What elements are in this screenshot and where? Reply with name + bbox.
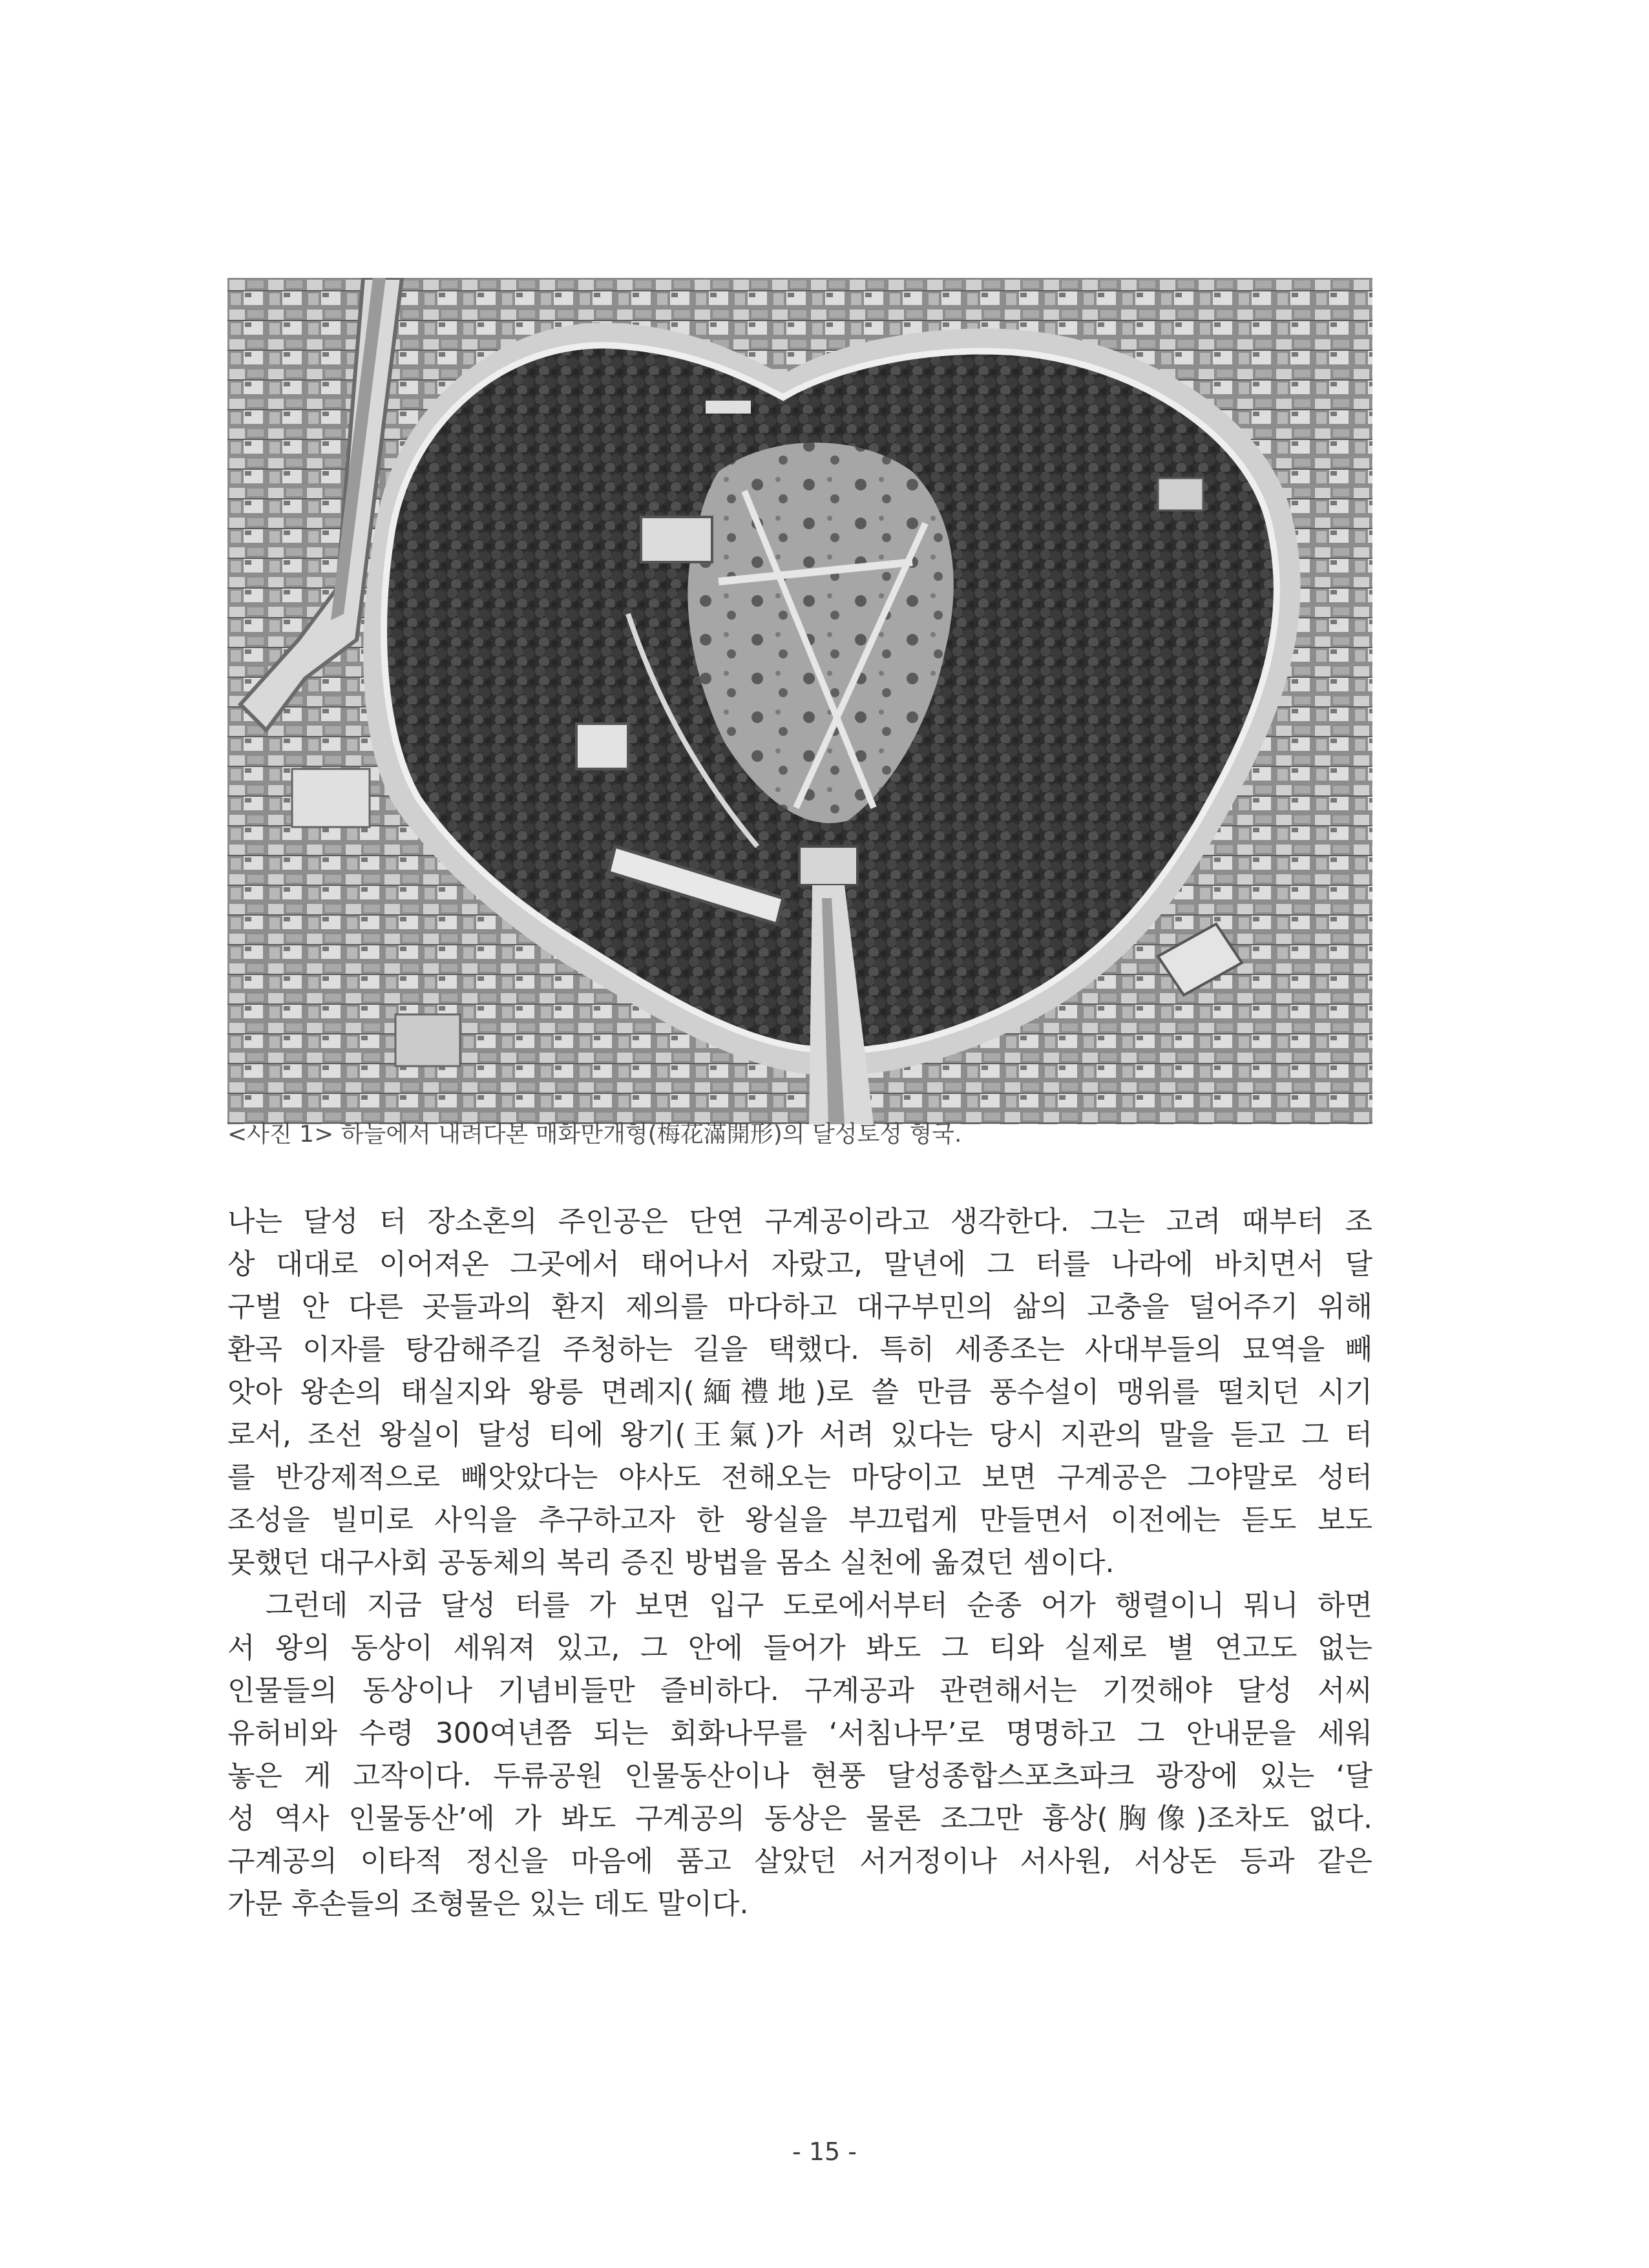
aerial-photo-dalseong-fortress — [227, 278, 1372, 1124]
text-line: 못했던 대구사회 공동체의 복리 증진 방법을 몸소 실천에 옮겼던 셈이다. — [227, 1546, 1115, 1579]
text-line: 로서, 조선 왕실이 달성 티에 왕기(王氣)가 서려 있다는 당시 지관의 말을 듣고 그 터 — [227, 1418, 1372, 1451]
page-number: - 15 - — [792, 2137, 857, 2166]
text-line: 서 왕의 동상이 세워져 있고, 그 안에 들어가 봐도 그 티와 실제로 별 연고도 없는 — [227, 1632, 1372, 1664]
text-line: 인물들의 동상이나 기념비들만 즐비하다. 구계공과 관련해서는 기껏해야 달성 서씨 — [227, 1674, 1372, 1707]
text-line: 그런데 지금 달성 터를 가 보면 입구 도로에서부터 순종 어가 행렬이니 뭐니 하면 — [227, 1589, 1372, 1622]
text-line: 를 반강제적으로 빼앗았다는 야사도 전해오는 마당이고 보면 구계공은 그야말로 성터 — [227, 1461, 1372, 1494]
aerial-photo-image — [227, 278, 1372, 1124]
text-line: 나는 달성 터 장소혼의 주인공은 단연 구계공이라고 생각한다. 그는 고려 때부터 조 — [227, 1205, 1372, 1238]
text-line: 가문 후손들의 조형물은 있는 데도 말이다. — [227, 1887, 749, 1920]
text-line: 앗아 왕손의 태실지와 왕릉 면례지(緬禮地)로 쓸 만큼 풍수설이 맹위를 떨치던 시기 — [227, 1376, 1372, 1409]
text-line: 환곡 이자를 탕감해주길 주청하는 길을 택했다. 특히 세종조는 사대부들의 묘역을 빼 — [227, 1333, 1372, 1366]
text-line: 조성을 빌미로 사익을 추구하고자 한 왕실을 부끄럽게 만들면서 이전에는 듣도 보도 — [227, 1504, 1372, 1537]
text-line: 놓은 게 고작이다. 두류공원 인물동산이나 현풍 달성종합스포츠파크 광장에 있는 ‘달 — [227, 1759, 1372, 1792]
text-line: 구계공의 이타적 정신을 마음에 품고 살았던 서거정이나 서사원, 서상돈 등과 같은 — [227, 1845, 1372, 1878]
text-line: 성 역사 인물동산’에 가 봐도 구계공의 동상은 물론 조그만 흉상(胸像)조차도 없다. — [227, 1802, 1372, 1835]
text-line: 구벌 안 다른 곳들과의 환지 제의를 마다하고 대구부민의 삶의 고충을 덜어주기 위해 — [227, 1290, 1372, 1323]
body-text — [227, 1201, 1372, 1926]
text-line: 유허비와 수령 300여년쯤 되는 회화나무를 ‘서침나무’로 명명하고 그 안내문을 세워 — [227, 1717, 1372, 1750]
text-line: 상 대대로 이어져온 그곳에서 태어나서 자랐고, 말년에 그 터를 나라에 바치면서 달 — [227, 1248, 1372, 1281]
paragraph-2 — [227, 1584, 1372, 1926]
figure-caption: <사진 1> 하늘에서 내려다본 매화만개형(梅花滿開形)의 달성토성 형국. — [227, 1121, 962, 1148]
paragraph-1 — [227, 1201, 1372, 1584]
